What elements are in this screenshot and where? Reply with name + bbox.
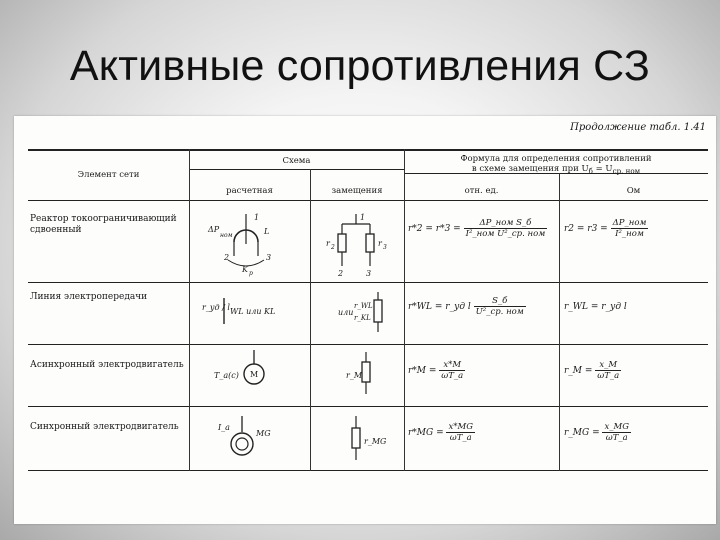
row-reactor-name-1: Реактор токоограничивающий	[30, 214, 177, 224]
row-reactor-name-2: сдвоенный	[30, 225, 82, 235]
reactor-ohm-formula	[564, 218, 648, 239]
header-formula	[404, 154, 708, 177]
header-ohm: Ом	[626, 186, 641, 196]
reactor-ohm-num: ΔP_ном	[612, 218, 647, 228]
reactor-rel-lhs: r*2 = r*3 =	[408, 224, 461, 234]
col-divider-4	[559, 173, 560, 471]
row-async-motor-name: Асинхронный электродвигатель	[30, 360, 184, 370]
sync-rel-num: x*MG	[448, 422, 474, 432]
header-rel-units: отн. ед.	[464, 186, 499, 196]
row-reactor-name	[30, 214, 190, 236]
async-rel-lhs: r*M =	[408, 366, 437, 376]
reactor-kp-label: K	[242, 265, 248, 274]
subst-r2-label: r	[326, 239, 330, 248]
subst-r2-sub: 2	[331, 244, 335, 251]
subst-r3-sub: 3	[383, 244, 387, 251]
header-formula-line-1: Формула для определения сопротивлений	[460, 154, 652, 164]
sync-rel-den: ωT_a	[449, 433, 472, 443]
sync-ohm-den: ωT_a	[605, 433, 628, 443]
reactor-calc-diagram	[198, 208, 306, 280]
sync-motor-calc-diagram	[204, 414, 308, 466]
async-motor-ta-label: T_a(c)	[214, 371, 239, 380]
line-subst-or: или	[338, 308, 354, 317]
sync-motor-symbol: MG	[256, 429, 271, 438]
sync-ohm-lhs: r_MG =	[564, 428, 600, 438]
reactor-l-label: L	[264, 227, 270, 236]
header-formula-sub-avg: ср. ном	[612, 166, 641, 176]
async-ohm-formula	[564, 360, 621, 381]
sync-motor-subst-diagram	[326, 414, 396, 466]
async-motor-symbol: M	[250, 370, 259, 379]
async-motor-rm-label: r_M	[346, 371, 363, 380]
row-rule-1	[28, 282, 708, 283]
reactor-ohm-den: I²_ном	[615, 229, 644, 239]
reactor-rel-formula	[408, 218, 547, 239]
sync-ohm-formula	[564, 422, 631, 443]
subst-node-3: 3	[366, 269, 372, 278]
line-subst-rkl: r_KL	[354, 314, 371, 322]
sync-motor-rmg-label: r_MG	[364, 437, 387, 446]
line-ohm-formula: r_WL = r_уд l	[564, 302, 627, 312]
async-motor-calc-diagram	[204, 348, 308, 400]
line-subst-diagram	[314, 288, 402, 338]
async-ohm-num: x_M	[595, 360, 621, 371]
col-divider-3	[404, 149, 405, 471]
reactor-ohm-lhs: r2 = r3 =	[564, 224, 608, 234]
reactor-subst-diagram	[318, 210, 398, 280]
reactor-kp-sub: p	[249, 270, 253, 277]
reactor-node-1: 1	[254, 213, 260, 222]
scheme-sub-rule	[189, 169, 404, 170]
header-scheme-subst: замещения	[331, 186, 383, 196]
line-calc-diagram	[200, 292, 308, 332]
subst-node-2: 2	[338, 269, 344, 278]
col-divider-2	[310, 169, 311, 471]
async-rel-den: ωT_a	[441, 371, 464, 381]
reactor-node-2: 2	[224, 253, 230, 262]
line-subst-rwl: r_WL	[354, 302, 373, 310]
slide-title: Активные сопротивления СЗ	[69, 42, 651, 90]
table-continuation-label: Продолжение табл. 1.41	[570, 122, 706, 133]
async-rel-num: x*M	[439, 360, 465, 371]
row-rule-3	[28, 406, 708, 407]
reactor-dp-label: ΔP	[208, 225, 220, 234]
async-motor-subst-diagram	[326, 350, 396, 400]
reactor-rel-den: I²_ном U²_ср. ном	[465, 229, 546, 239]
sync-rel-lhs: r*MG =	[408, 428, 444, 438]
line-rel-den: U²_ср. ном	[475, 307, 524, 317]
header-formula-line-2b: = U	[592, 164, 613, 174]
line-calc-label: r_уд / l	[202, 303, 230, 312]
subst-r3-label: r	[378, 239, 382, 248]
async-rel-formula	[408, 360, 465, 381]
header-formula-sub-b: б	[588, 166, 593, 176]
subst-node-1: 1	[360, 213, 366, 222]
header-scheme: Схема	[282, 156, 311, 166]
header-element: Элемент сети	[77, 170, 140, 180]
header-formula-line-2: в схеме замещения при U	[471, 164, 589, 174]
row-rule-2	[28, 344, 708, 345]
sync-ohm-num: x_MG	[604, 422, 630, 432]
line-rel-num: S_б	[474, 296, 526, 307]
reactor-node-3: 3	[266, 253, 272, 262]
header-bottom-rule	[28, 200, 708, 201]
sync-motor-ia-label: I_a	[218, 423, 230, 432]
header-scheme-calc: расчетная	[226, 186, 273, 196]
async-ohm-den: ωT_a	[597, 371, 620, 381]
line-calc-text: WL или KL	[230, 307, 276, 316]
table-bottom-rule	[28, 470, 708, 471]
line-rel-formula	[408, 296, 526, 317]
table-top-rule	[28, 149, 708, 151]
scanned-table	[14, 116, 716, 524]
async-ohm-lhs: r_M =	[564, 366, 593, 376]
sync-rel-formula	[408, 422, 475, 443]
reactor-rel-num: ΔP_ном S_б	[464, 218, 548, 229]
row-sync-motor-name: Синхронный электродвигатель	[30, 422, 179, 432]
line-rel-lhs: r*WL = r_уд l	[408, 302, 471, 312]
reactor-dp-sub: ном	[220, 232, 233, 239]
row-line-name: Линия электропередачи	[30, 292, 148, 302]
